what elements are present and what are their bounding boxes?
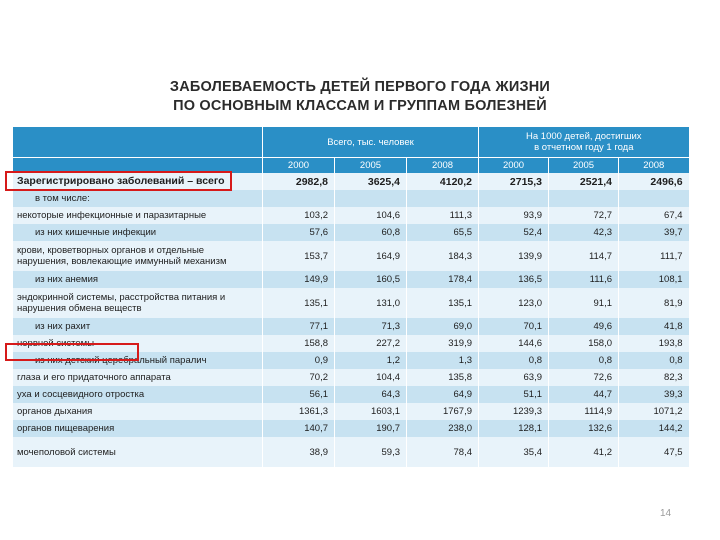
table-row [13,369,689,386]
cell-value: 60,8 [335,224,407,241]
cell-value: 227,2 [335,335,407,352]
cell-value: 178,4 [407,271,479,288]
cell-value: 135,8 [407,369,479,386]
row-label: из них рахит [13,318,263,335]
cell-value: 190,7 [335,420,407,437]
cell-value: 149,9 [263,271,335,288]
cell-value: 140,7 [263,420,335,437]
row-label: в том числе: [13,190,263,207]
header-corner [13,127,263,158]
cell-value [335,190,407,207]
cell-value [619,190,689,207]
cell-value [549,190,619,207]
cell-value: 184,3 [407,241,479,271]
cell-value: 123,0 [479,288,549,318]
row-label: уха и сосцевидного отростка [13,386,263,403]
table-row [13,190,689,207]
cell-value: 91,1 [549,288,619,318]
cell-value: 35,4 [479,437,549,467]
table-row [13,207,689,224]
cell-value: 1767,9 [407,403,479,420]
highlight-box-nervous-system [5,343,139,361]
cell-value: 82,3 [619,369,689,386]
cell-value: 128,1 [479,420,549,437]
table-row [13,224,689,241]
cell-value: 111,3 [407,207,479,224]
row-label: эндокринной системы, расстройства питания и нарушения обмена веществ [13,288,263,318]
cell-value: 114,7 [549,241,619,271]
cell-value: 57,6 [263,224,335,241]
cell-value: 132,6 [549,420,619,437]
cell-value: 1071,2 [619,403,689,420]
cell-value: 77,1 [263,318,335,335]
row-label: мочеполовой системы [13,437,263,467]
row-label: из них детский церебральный паралич [13,352,263,369]
cell-value: 64,9 [407,386,479,403]
table-row [13,437,689,467]
cell-value: 39,3 [619,386,689,403]
cell-value: 319,9 [407,335,479,352]
cell-value: 136,5 [479,271,549,288]
cell-value: 104,4 [335,369,407,386]
row-label: из них кишечные инфекции [13,224,263,241]
cell-value: 39,7 [619,224,689,241]
cell-value: 3625,4 [335,173,407,190]
table-row [13,271,689,288]
cell-value: 41,8 [619,318,689,335]
cell-value: 1239,3 [479,403,549,420]
highlight-box-total [5,171,232,191]
header-group-per-1000-line2: в отчетном году 1 года [534,142,634,153]
cell-value: 2715,3 [479,173,549,190]
cell-value: 47,5 [619,437,689,467]
row-label: Зарегистрировано заболеваний – всего [13,173,263,190]
year-header: 2005 [549,158,619,174]
table-row [13,403,689,420]
cell-value: 65,5 [407,224,479,241]
table-row [13,386,689,403]
cell-value: 2982,8 [263,173,335,190]
cell-value: 135,1 [263,288,335,318]
title-line-2: ПО ОСНОВНЫМ КЛАССАМ И ГРУППАМ БОЛЕЗНЕЙ [173,98,547,114]
year-header: 2005 [335,158,407,174]
header-group-total: Всего, тыс. человек [263,127,479,158]
cell-value: 158,8 [263,335,335,352]
cell-value: 51,1 [479,386,549,403]
cell-value: 0,8 [479,352,549,369]
header-group-per-1000 [479,127,689,158]
cell-value: 52,4 [479,224,549,241]
cell-value: 72,7 [549,207,619,224]
cell-value: 108,1 [619,271,689,288]
table-row [13,318,689,335]
cell-value: 0,8 [549,352,619,369]
cell-value: 70,1 [479,318,549,335]
cell-value: 1361,3 [263,403,335,420]
row-label: крови, кроветворных органов и отдельные нарушения, вовлекающие иммунный механизм [13,241,263,271]
row-label: органов пищеварения [13,420,263,437]
cell-value: 59,3 [335,437,407,467]
row-label: нервной системы [13,335,263,352]
cell-value: 164,9 [335,241,407,271]
year-header: 2008 [619,158,689,174]
cell-value: 67,4 [619,207,689,224]
year-header: 2000 [479,158,549,174]
table-row [13,241,689,271]
cell-value: 238,0 [407,420,479,437]
cell-value: 38,9 [263,437,335,467]
title-line-1: ЗАБОЛЕВАЕМОСТЬ ДЕТЕЙ ПЕРВОГО ГОДА ЖИЗНИ [169,79,551,95]
cell-value: 1,3 [407,352,479,369]
cell-value: 78,4 [407,437,479,467]
table-row [13,288,689,318]
cell-value: 144,6 [479,335,549,352]
cell-value [263,190,335,207]
cell-value: 2521,4 [549,173,619,190]
header-group-per-1000-line1: На 1000 детей, достигших [526,131,642,142]
cell-value: 160,5 [335,271,407,288]
cell-value: 72,6 [549,369,619,386]
cell-value: 71,3 [335,318,407,335]
cell-value: 2496,6 [619,173,689,190]
cell-value: 153,7 [263,241,335,271]
cell-value: 135,1 [407,288,479,318]
cell-value: 104,6 [335,207,407,224]
slide-title [0,78,720,116]
cell-value: 4120,2 [407,173,479,190]
cell-value [407,190,479,207]
cell-value: 63,9 [479,369,549,386]
cell-value: 111,7 [619,241,689,271]
cell-value: 49,6 [549,318,619,335]
row-label: органов дыхания [13,403,263,420]
year-header: 2008 [407,158,479,174]
cell-value: 1114,9 [549,403,619,420]
cell-value: 111,6 [549,271,619,288]
row-label: глаза и его придаточного аппарата [13,369,263,386]
row-label: некоторые инфекционные и паразитарные [13,207,263,224]
cell-value: 158,0 [549,335,619,352]
cell-value: 103,2 [263,207,335,224]
cell-value: 81,9 [619,288,689,318]
cell-value: 56,1 [263,386,335,403]
cell-value: 70,2 [263,369,335,386]
cell-value: 44,7 [549,386,619,403]
row-label: из них анемия [13,271,263,288]
cell-value: 1,2 [335,352,407,369]
cell-value: 0,9 [263,352,335,369]
cell-value: 93,9 [479,207,549,224]
cell-value: 193,8 [619,335,689,352]
year-header: 2000 [263,158,335,174]
cell-value [479,190,549,207]
page-number: 14 [660,508,672,519]
cell-value: 64,3 [335,386,407,403]
cell-value: 144,2 [619,420,689,437]
cell-value: 139,9 [479,241,549,271]
cell-value: 131,0 [335,288,407,318]
cell-value: 42,3 [549,224,619,241]
cell-value: 1603,1 [335,403,407,420]
cell-value: 69,0 [407,318,479,335]
cell-value: 0,8 [619,352,689,369]
cell-value: 41,2 [549,437,619,467]
table-row [13,420,689,437]
